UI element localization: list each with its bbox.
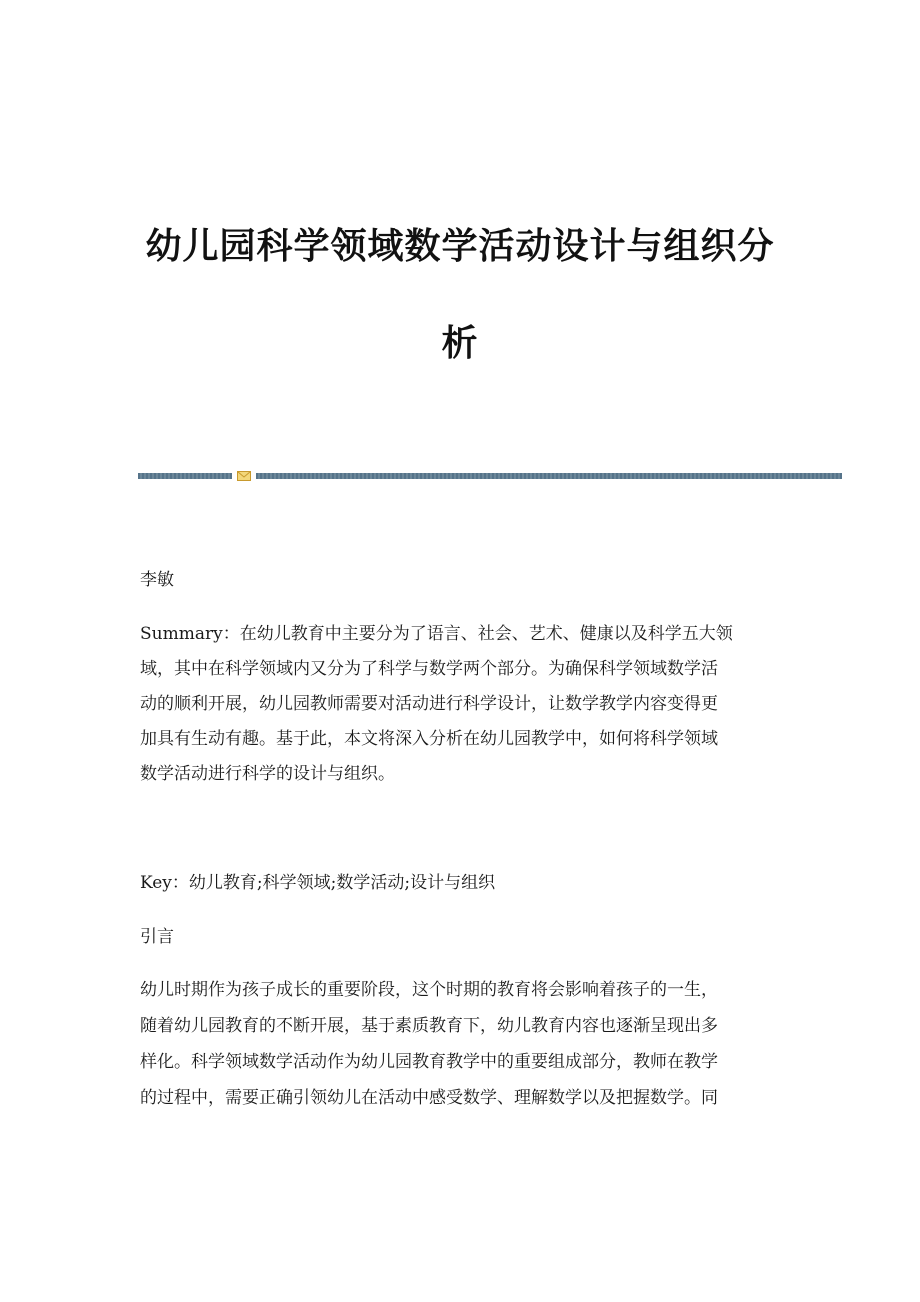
summary-line: 数学活动进行科学的设计与组织。: [140, 764, 395, 784]
document-title-line-1: 幼儿园科学领域数学活动设计与组织分: [145, 226, 775, 267]
summary-line: 动的顺利开展，幼儿园教师需要对活动进行科学设计，让数学教学内容变得更: [140, 694, 718, 714]
summary-paragraph: [140, 617, 780, 792]
intro-line: 的过程中，需要正确引领幼儿在活动中感受数学、理解数学以及把握数学。同: [140, 1088, 718, 1108]
keywords-line: Key：幼儿教育;科学领域;数学活动;设计与组织: [140, 873, 496, 893]
summary-line: Summary：在幼儿教育中主要分为了语言、社会、艺术、健康以及科学五大领: [140, 624, 733, 644]
summary-line: 域，其中在科学领域内又分为了科学与数学两个部分。为确保科学领域数学活: [140, 659, 718, 679]
divider-bar-left: [138, 473, 232, 479]
envelope-icon: [237, 470, 251, 482]
intro-line: 随着幼儿园教育的不断开展，基于素质教育下，幼儿教育内容也逐渐呈现出多: [140, 1016, 718, 1036]
author-name: 李敏: [140, 570, 174, 590]
title-divider: [138, 470, 842, 482]
document-title-line-2: 析: [441, 323, 479, 364]
intro-line: 样化。科学领域数学活动作为幼儿园教育教学中的重要组成部分，教师在教学: [140, 1052, 718, 1072]
intro-paragraph: [140, 972, 780, 1116]
summary-line: 加具有生动有趣。基于此，本文将深入分析在幼儿园教学中，如何将科学领域: [140, 729, 718, 749]
intro-line: 幼儿时期作为孩子成长的重要阶段，这个时期的教育将会影响着孩子的一生，: [140, 980, 718, 1000]
divider-bar-right: [256, 473, 842, 479]
intro-heading: 引言: [140, 927, 174, 947]
